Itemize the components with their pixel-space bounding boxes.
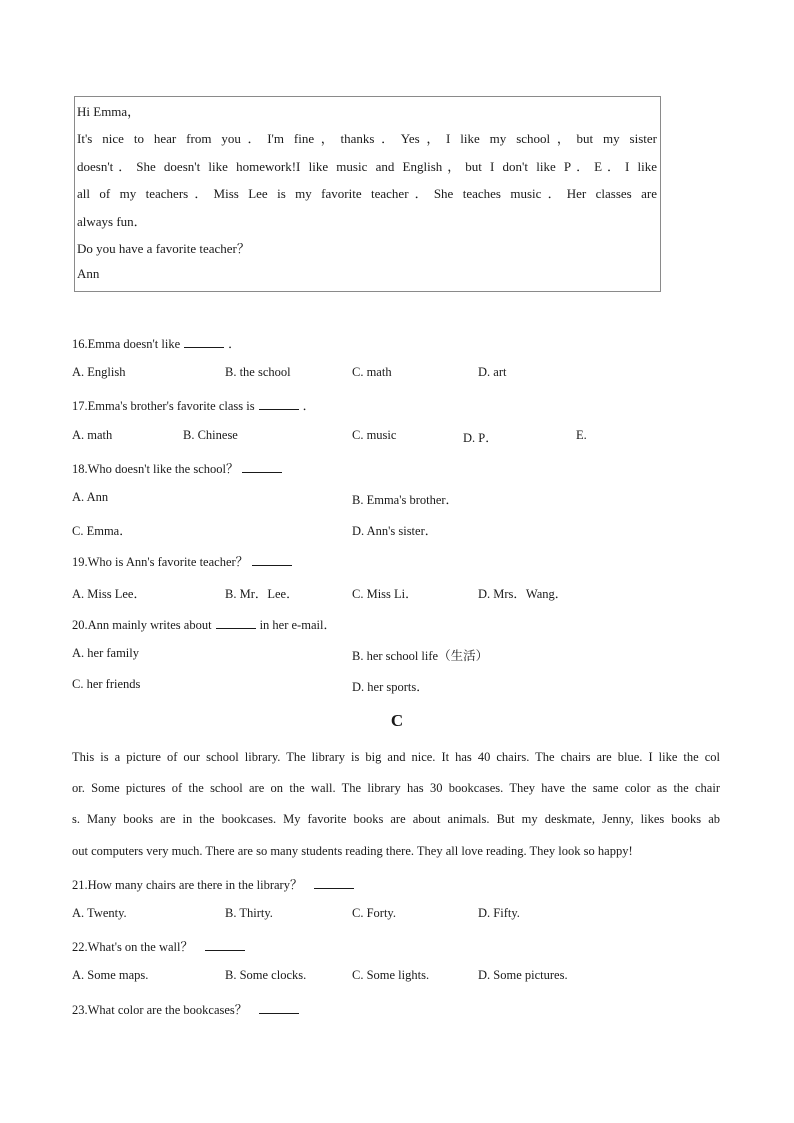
question-stem: 22.What's on the wall？ [72, 940, 193, 954]
option-d: D. her sports． [352, 680, 429, 694]
letter-box [74, 96, 661, 292]
question-stem: 20.Ann mainly writes about [72, 618, 212, 632]
option-b: B. Emma's brother． [352, 493, 459, 507]
question-19 [72, 552, 296, 570]
question-stem: 23.What color are the bookcases？ [72, 1003, 248, 1017]
question-18 [72, 459, 286, 477]
letter-question: Do you have a favorite teacher？ [77, 241, 250, 256]
section-c-title: C [390, 711, 404, 730]
passage-line: s. Many books are in the bookcases. My favorite books are about animals. But my deskmate, Jenny, likes books ab [72, 812, 720, 826]
answer-blank [205, 940, 245, 951]
question-stem: 17.Emma's brother's favorite class is [72, 399, 255, 413]
option-a: A. math [72, 428, 113, 442]
answer-blank [184, 337, 224, 348]
option-c: C. math [352, 365, 392, 379]
letter-line: doesn't．She doesn't like homework!I like music and English，but I don't like P．E．I like [77, 159, 657, 174]
question-stem-end: ． [228, 337, 241, 351]
option-a: A. her family [72, 646, 139, 660]
letter-line: It's nice to hear from you．I'm fine，thanks．Yes，I like my school，but my sister [77, 131, 657, 146]
passage-line: or. Some pictures of the school are on the wall. The library has 30 bookcases. They have the same color as the chair [72, 781, 720, 795]
letter-greeting: Hi Emma， [77, 104, 141, 119]
answer-blank [259, 399, 299, 410]
option-a: A. English [72, 365, 126, 379]
option-b: B. Chinese [183, 428, 238, 442]
option-b: B. her school life（生活） [352, 649, 489, 663]
option-b: B. Mr．Lee． [225, 587, 299, 601]
option-c: C. Emma． [72, 524, 132, 538]
option-a: A. Twenty. [72, 906, 127, 920]
option-c: C. Forty. [352, 906, 396, 920]
question-20 [72, 615, 336, 633]
question-stem: 19.Who is Ann's favorite teacher？ [72, 555, 249, 569]
option-d: D. art [478, 365, 507, 379]
question-stem: 16.Emma doesn't like [72, 337, 181, 351]
option-c: C. her friends [72, 677, 141, 691]
option-c: C. Miss Li． [352, 587, 418, 601]
question-21 [72, 875, 358, 893]
option-a: A. Some maps. [72, 968, 149, 982]
option-d: D. Fifty. [478, 906, 520, 920]
question-stem: 18.Who doesn't like the school？ [72, 462, 239, 476]
option-d: D. P． [463, 431, 498, 445]
question-22 [72, 937, 249, 955]
answer-blank [216, 618, 256, 629]
answer-blank [242, 462, 282, 473]
option-a: A. Miss Lee． [72, 587, 146, 601]
question-stem-end: in her e-mail． [259, 618, 336, 632]
answer-blank [314, 878, 354, 889]
passage-line: This is a picture of our school library. The library is big and nice. It has 40 chairs. The chairs are blue. I like the col [72, 750, 720, 764]
option-b: B. Thirty. [225, 906, 273, 920]
option-b: B. the school [225, 365, 291, 379]
option-d: D. Mrs．Wang． [478, 587, 568, 601]
answer-blank [252, 555, 292, 566]
option-c: C. music [352, 428, 397, 442]
question-16 [72, 334, 241, 352]
letter-signature: Ann [77, 266, 100, 281]
option-d: D. Ann's sister． [352, 524, 438, 538]
question-stem-end: ． [302, 399, 316, 413]
option-b: B. Some clocks. [225, 968, 307, 982]
option-d: D. Some pictures. [478, 968, 568, 982]
option-e: E. [576, 428, 587, 442]
question-23 [72, 1000, 303, 1018]
letter-line: always fun． [77, 214, 147, 229]
option-a: A. Ann [72, 490, 109, 504]
answer-blank [259, 1003, 299, 1014]
question-17 [72, 396, 315, 414]
option-c: C. Some lights. [352, 968, 430, 982]
passage-line: out computers very much. There are so many students reading there. They all love reading. They look so happy! [72, 844, 633, 858]
letter-line: all of my teachers．Miss Lee is my favorite teacher．She teaches music．Her classes are [77, 186, 657, 201]
question-stem: 21.How many chairs are there in the library？ [72, 878, 303, 892]
